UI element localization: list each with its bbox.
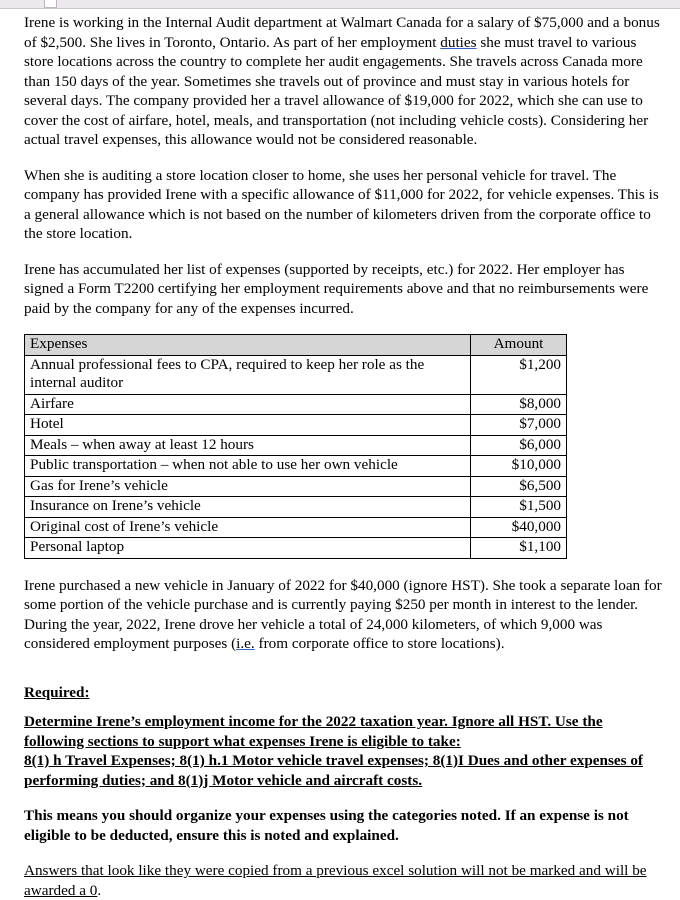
column-header-expenses: Expenses [25, 335, 471, 356]
link-ie[interactable]: i.e. [236, 635, 255, 652]
table-row [25, 476, 567, 497]
cell-amount: $40,000 [471, 517, 567, 538]
table-header-row [25, 335, 567, 356]
organize-expenses-note: This means you should organize your expenses using the categories noted. If an expense is not eligible to be deducted, ensure this is noted and explained. [24, 807, 629, 844]
table-row [25, 456, 567, 477]
cell-expense: Meals – when away at least 12 hours [25, 435, 471, 456]
expenses-table [24, 334, 567, 559]
cell-amount: $1,500 [471, 497, 567, 518]
paragraph-expense-list-intro: Irene has accumulated her list of expenses (supported by receipts, etc.) for 2022. Her employer has signed a Form T2200 certifying her employment requirements above and that no reimbursements were paid by the company for any of the expenses incurred. [24, 260, 649, 317]
link-duties[interactable]: duties [440, 33, 477, 51]
paragraph-1-part-b: she must travel to various store locations across the country to complete her audit engagements. She travels across Canada more than 150 days of the year. Sometimes she travels out of province and must stay in various hotels for several days. The company provided her a travel allowance of $19,000 for 2022, which she can use to cover the cost of airfare, hotel, meals, and transportation (not including vehicle costs). Considering her actual travel expenses, this allowance would not be considered reasonable. [24, 33, 649, 148]
paragraph-vehicle-allowance: When she is auditing a store location closer to home, she uses her personal vehicle for travel. The company has provided Irene with a specific allowance of $11,000 for 2022, for vehicle expenses. This is a general allowance which is not based on the number of kilometers driven from the corporate office to the store location. [24, 166, 659, 242]
document-top-strip [0, 0, 680, 9]
column-header-amount: Amount [471, 335, 567, 356]
cell-amount: $7,000 [471, 415, 567, 436]
cell-amount: $6,500 [471, 476, 567, 497]
paragraph-4-part-a: Irene purchased a new vehicle in January of 2022 for $40,000 (ignore HST). She took a separate loan for some portion of the vehicle purchase and is currently paying $250 per month in interest to the lender. During the year, 2022, Irene drove her vehicle a total of 24,000 kilometers, of which 9,000 was considered employment purposes ( [24, 576, 662, 652]
cell-expense: Insurance on Irene’s vehicle [25, 497, 471, 518]
cell-amount: $8,000 [471, 394, 567, 415]
cell-amount: $6,000 [471, 435, 567, 456]
cell-expense: Public transportation – when not able to use her own vehicle [25, 456, 471, 477]
paragraph-4-part-b: from corporate office to store locations). [254, 635, 505, 652]
table-row [25, 394, 567, 415]
cell-expense: Original cost of Irene’s vehicle [25, 517, 471, 538]
table-row [25, 538, 567, 559]
table-row [25, 415, 567, 436]
plagiarism-warning [24, 861, 662, 900]
table-row [25, 497, 567, 518]
table-row [25, 355, 567, 394]
cell-amount: $1,100 [471, 538, 567, 559]
required-line-2: 8(1) h Travel Expenses; 8(1) h.1 Motor vehicle travel expenses; 8(1)I Dues and other expenses of performing duties; and 8(1)j Motor vehicle and aircraft costs. [24, 752, 643, 789]
paragraph-1-part-a: Irene is working in the Internal Audit department at Walmart Canada for a salary of $75,000 and a bonus of $2,500. She lives in Toronto, Ontario. As part of her employment [24, 14, 660, 51]
cell-expense: Gas for Irene’s vehicle [25, 476, 471, 497]
cell-expense: Personal laptop [25, 538, 471, 559]
ruler-tab-marker[interactable] [44, 0, 57, 8]
table-row [25, 435, 567, 456]
plagiarism-warning-text: Answers that look like they were copied from a previous excel solution will not be marked and will be awarded a 0 [24, 862, 647, 899]
spacer [24, 670, 662, 683]
paragraph-employment-overview [24, 13, 662, 150]
cell-amount: $10,000 [471, 456, 567, 477]
plagiarism-warning-period: . [97, 881, 102, 899]
cell-expense: Airfare [25, 394, 471, 415]
cell-expense: Annual professional fees to CPA, required to keep her role as the internal auditor [25, 355, 471, 394]
table-row [25, 517, 567, 538]
cell-amount: $1,200 [471, 355, 567, 394]
required-heading: Required: [24, 683, 90, 701]
required-instructions [24, 712, 662, 790]
document-page [0, 9, 680, 900]
cell-expense: Hotel [25, 415, 471, 436]
required-line-1: Determine Irene’s employment income for the 2022 taxation year. Ignore all HST. Use the following sections to support what expenses Irene is eligible to take: [24, 713, 603, 750]
paragraph-vehicle-purchase [24, 576, 662, 654]
